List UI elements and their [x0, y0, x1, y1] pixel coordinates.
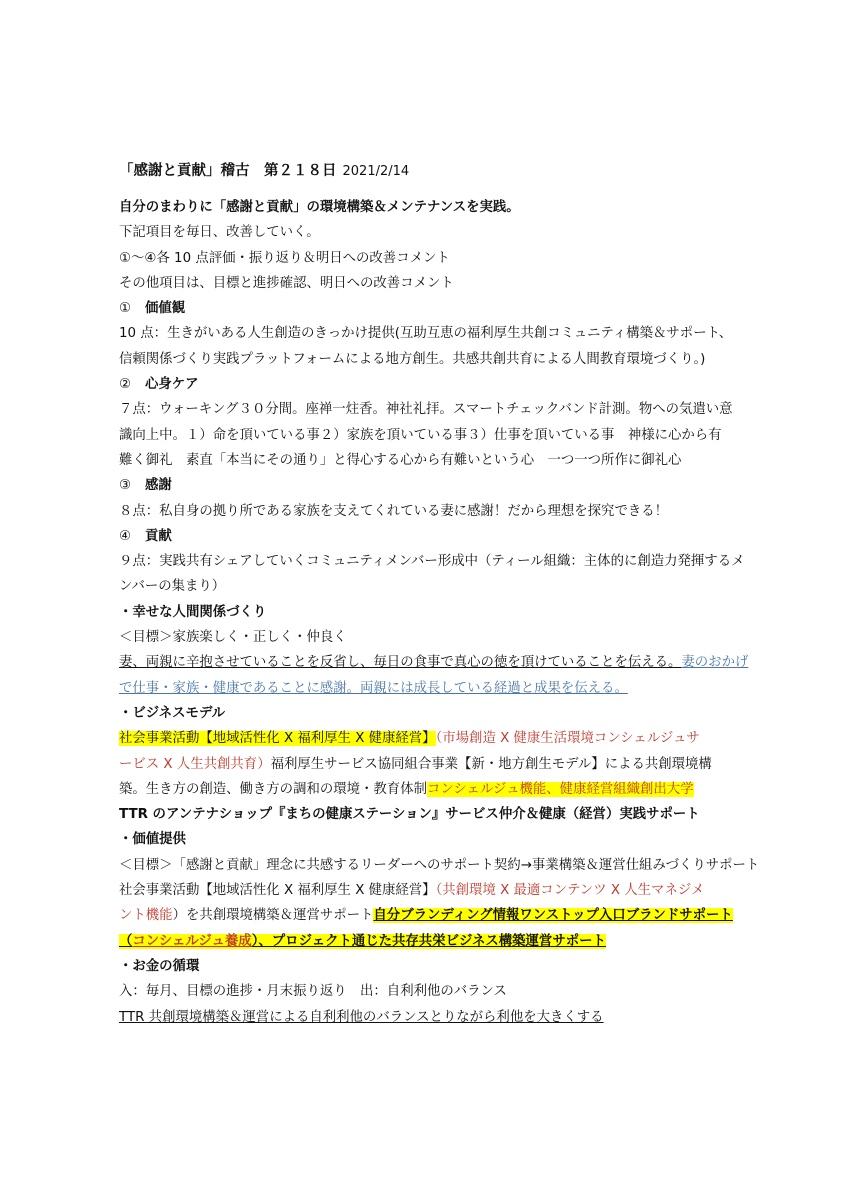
offer-goal: ＜目標＞「感謝と貢献」理念に共感するリーダーへのサポート契約→事業構築＆運営仕組みづくりサポート — [119, 857, 760, 873]
care-line-1: ７点：ウォーキング３０分間。座禅一炷香。神社礼拝。スマートチェックバンド計測。物への気遣い意 — [119, 402, 733, 418]
highlighted-bold-text: ）、プロジェクト通じた共存共栄ビジネス構築運営サポート — [251, 933, 606, 949]
intro-line-2: 下記項目を毎日、改善していく。 — [119, 225, 320, 241]
highlighted-red-text: コンシェルジュ機能、健康経営組織創出大学 — [426, 781, 694, 797]
red-text: ービス X 人生共創共育） — [119, 756, 271, 772]
section-label: 貢献 — [145, 528, 172, 544]
care-line-2: 識向上中。１）命を頂いている事２）家族を頂いている事３）仕事を頂いている事 神様に心から有 — [119, 427, 722, 443]
business-line-4: TTR のアンテナショップ『まちの健康ステーション』サービス仲介＆健康（経営）実践サポート — [119, 807, 700, 823]
contribution-line-1: ９点：実践共有シェアしていくコミュニティメンバー形成中（ティール組織：主体的に創造力発揮するメ — [119, 554, 745, 570]
page-title — [119, 156, 739, 186]
relations-text-blue: で仕事・家族・健康であることに感謝。両親には成長している経過と成果を伝える。 — [119, 680, 628, 696]
section-number: ④ — [119, 528, 132, 544]
section-heading-care — [119, 372, 739, 397]
offer-line-3 — [119, 929, 739, 954]
red-text: ント機能 — [119, 908, 173, 924]
relations-text-blue: 妻のおかげ — [681, 655, 749, 671]
money-line-1: 入：毎月、目標の進捗・月末振り返り 出：自利利他のバランス — [119, 984, 507, 1000]
plain-text: 福利厚生サービス協同組合事業【新・地方創生モデル】による共創環境構 — [270, 756, 712, 772]
highlighted-red-text: コンシェルジュ養成 — [132, 933, 252, 949]
offer-line-1 — [119, 878, 739, 903]
section-heading-thanks — [119, 473, 739, 498]
section-heading-contribution — [119, 524, 739, 549]
plain-text: 築。生き方の創造、働き方の調和の環境・教育体制 — [119, 781, 427, 797]
highlighted-bold-text: （ — [119, 933, 133, 949]
relations-text: 妻、両親に辛抱させていることを反省し、毎日の食事で真心の徳を頂けていることを伝える。 — [119, 655, 682, 671]
business-line-1 — [119, 726, 739, 751]
business-line-2 — [119, 752, 739, 777]
relations-heading: ・幸せな人間関係づくり — [119, 604, 267, 620]
intro-line-4: その他項目は、目標と進捗確認、明日への改善コメント — [119, 275, 454, 291]
red-text: （共創環境 X 最適コンテンツ X 人生マネジメ — [435, 883, 705, 899]
red-text: （市場創造 X 健康生活環境コンシェルジュサ — [435, 731, 700, 747]
highlighted-bold-text: 自分ブランディング情報ワンストップ入口ブランドサポート — [373, 908, 733, 924]
section-label: 感謝 — [145, 478, 172, 494]
section-number: ② — [119, 377, 132, 393]
care-line-3: 難く御礼 素直「本当にその通り」と得心する心から有難いという心 一つ一つ所作に御礼心 — [119, 452, 682, 468]
money-heading: ・お金の循環 — [119, 958, 200, 974]
section-label: 価値観 — [145, 301, 186, 317]
intro-line-3: ①～④各 10 点評価・振り返り＆明日への改善コメント — [119, 250, 450, 266]
values-line-1: 10 点：生きがいある人生創造のきっかけ提供(互助互恵の福利厚生共創コミュニティ構築＆サポート、 — [119, 326, 733, 342]
values-line-2: 信頼関係づくり実践プラットフォームによる地方創生。共感共創共育による人間教育環境づくり。) — [119, 351, 706, 367]
highlighted-text: 社会事業活動【地域活性化 X 福利厚生 X 健康経営】 — [119, 731, 436, 747]
document-page — [119, 156, 760, 1030]
offer-line-2 — [119, 903, 739, 928]
relations-goal: ＜目標＞家族楽しく・正しく・仲良く — [119, 630, 347, 646]
section-heading-values — [119, 296, 739, 321]
title-text: 「感謝と貢献」稽古 第２１８日 — [119, 163, 337, 179]
section-number: ① — [119, 301, 132, 317]
relations-line-2 — [119, 676, 739, 701]
plain-text: ）を共創環境構築＆運営サポート — [172, 908, 374, 924]
section-label: 心身ケア — [145, 377, 199, 393]
relations-line-1 — [119, 650, 749, 675]
intro-line-1: 自分のまわりに「感謝と貢献」の環境構築＆メンテナンスを実践。 — [119, 200, 520, 215]
contribution-line-2: ンバーの集まり） — [119, 579, 226, 595]
plain-text: 社会事業活動【地域活性化 X 福利厚生 X 健康経営】 — [119, 883, 436, 899]
thanks-line-1: ８点：私自身の拠り所である家族を支えてくれている妻に感謝！だから理想を探究できる！ — [119, 503, 669, 519]
business-line-3 — [119, 777, 739, 802]
money-line-2: TTR 共創環境構築＆運営による自利利他のバランスとりながら利他を大きくする — [119, 1009, 604, 1025]
business-heading: ・ビジネスモデル — [119, 705, 226, 721]
title-date: 2021/2/14 — [342, 164, 410, 179]
offer-heading: ・価値提供 — [119, 832, 186, 848]
section-number: ③ — [119, 478, 132, 494]
